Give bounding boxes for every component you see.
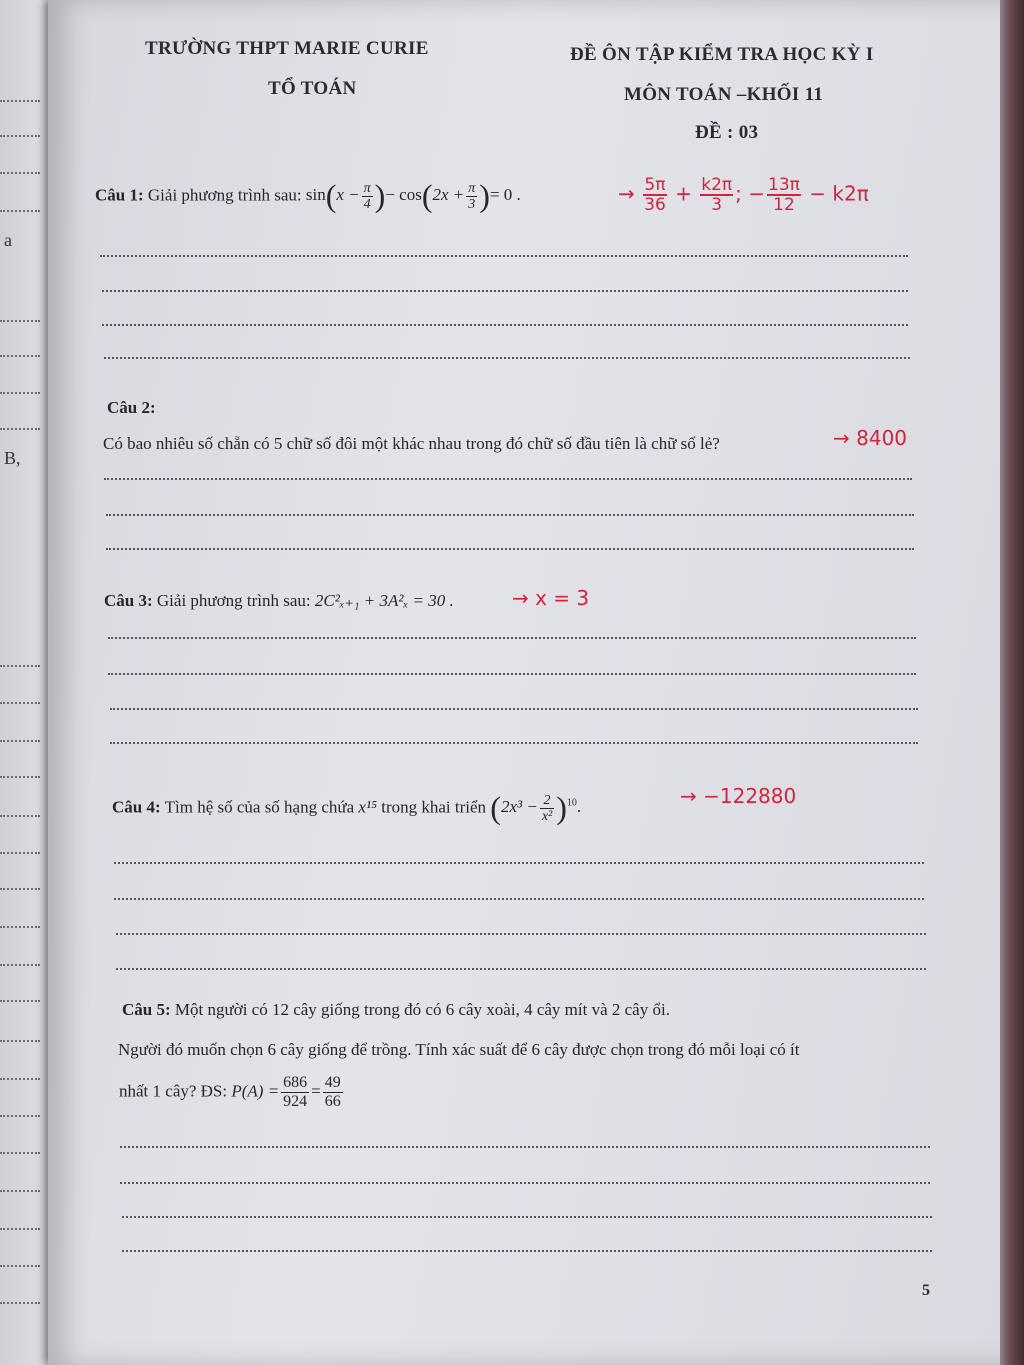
- question-label: Câu 1:: [95, 185, 144, 205]
- question-2-label: Câu 2:: [107, 398, 156, 417]
- answer-line: [122, 1250, 932, 1252]
- question-5-line-1: Câu 5: Một người có 12 cây giống trong đó có 6 cây xoài, 4 cây mít và 2 cây ổi.: [122, 1000, 670, 1019]
- question-text: Giải phương trình sau:: [156, 591, 311, 610]
- answer-line: [102, 324, 908, 326]
- answer-line: [110, 742, 918, 744]
- answer-line: [102, 290, 908, 292]
- answer-line: [106, 548, 914, 550]
- handwritten-answer-1: → $\frac{5\pi}{36}$ + $\frac{k2\pi}{3}$ ; − $\frac{13\pi}{12}$ − k2π: [618, 175, 869, 215]
- adjacent-text-fragment: a: [4, 230, 12, 250]
- equation: sin(x − $\frac{\pi}{4}$ )− cos(2x + $\frac{\pi}{3}$ )= 0 .: [305, 178, 521, 214]
- exam-title: ĐỀ ÔN TẬP KIỂM TRA HỌC KỲ I: [570, 44, 874, 65]
- term: x¹⁵: [358, 797, 377, 817]
- subject-title: MÔN TOÁN –KHỐI 11: [624, 84, 824, 105]
- expression: (2x³ − $\frac{2}{\text{x²}}$ )$^{10}$.: [490, 790, 582, 826]
- question-label: Câu 3:: [104, 591, 153, 610]
- answer-line: [110, 708, 918, 710]
- answer-line: [120, 1146, 930, 1148]
- answer-line: [120, 1182, 930, 1184]
- handwritten-answer-2: → 8400: [833, 426, 908, 450]
- answer-line: [116, 933, 926, 935]
- background-edge: [1000, 0, 1024, 1365]
- adjacent-text-fragment: B,: [4, 448, 21, 468]
- school-name: TRƯỜNG THPT MARIE CURIE: [145, 38, 429, 59]
- question-5-line-3: nhất 1 cây? ĐS: P(A) = $\frac{686}{924}$ = $\frac{49}{66}$: [119, 1074, 341, 1110]
- page-number: 5: [922, 1282, 930, 1299]
- answer-line: [106, 514, 914, 516]
- exam-code: ĐỀ : 03: [695, 122, 759, 143]
- question-text: Tìm hệ số của số hạng chứa: [164, 797, 355, 817]
- equation: 2C²ₓ₊₁ + 3A²ₓ = 30 .: [314, 591, 454, 610]
- question-4: [112, 790, 581, 827]
- department-name: TỔ TOÁN: [268, 78, 357, 99]
- question-label: Câu 5:: [122, 1000, 171, 1019]
- answer-line: [108, 637, 916, 639]
- question-5-line-2: Người đó muốn chọn 6 cây giống để trồng. Tính xác suất để 6 cây được chọn trong đó mỗi loại có ít: [118, 1040, 800, 1059]
- question-label: Câu 4:: [112, 797, 161, 817]
- answer-line: [116, 968, 926, 970]
- question-text: trong khai triển: [381, 797, 487, 817]
- question-text: Giải phương trình sau:: [147, 185, 302, 205]
- answer-line: [114, 898, 924, 900]
- question-3: [104, 591, 454, 611]
- answer-line: [104, 478, 912, 480]
- answer-line: [108, 673, 916, 675]
- question-2-text: Có bao nhiêu số chẵn có 5 chữ số đôi một khác nhau trong đó chữ số đầu tiên là chữ số lẻ?: [103, 434, 720, 453]
- handwritten-answer-4: → −122880: [680, 784, 797, 808]
- handwritten-answer-3: → x = 3: [512, 586, 590, 610]
- question-1: [95, 178, 521, 215]
- answer-line: [122, 1216, 932, 1218]
- answer-line: [114, 862, 924, 864]
- answer-line: [104, 357, 910, 359]
- answer-line: [100, 255, 908, 257]
